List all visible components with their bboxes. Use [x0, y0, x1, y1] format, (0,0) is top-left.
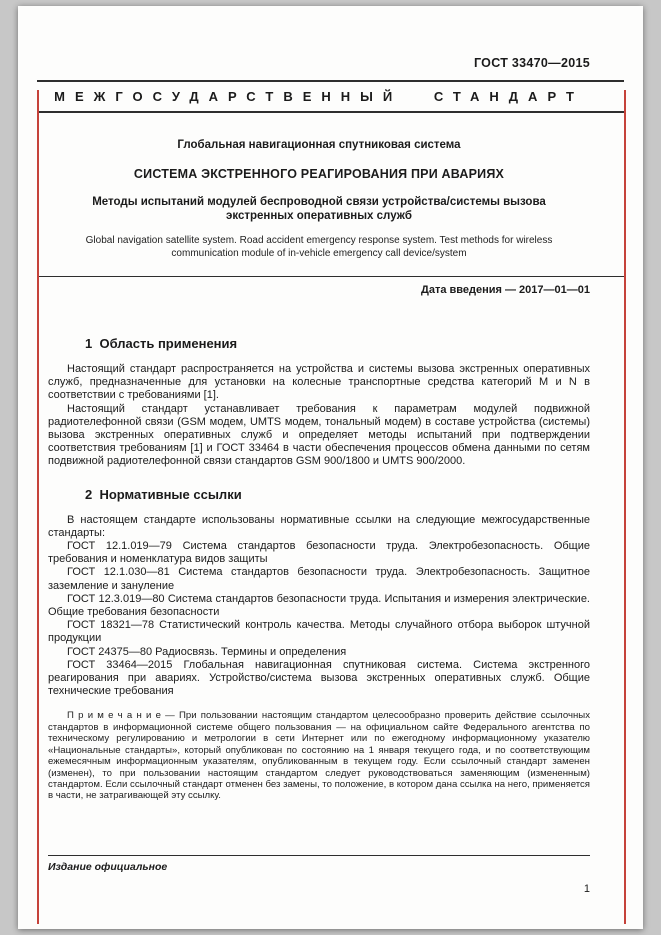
- note-label: П р и м е ч а н и е: [67, 710, 161, 722]
- note-text: — При пользовании настоящим стандартом целесообразно проверить действие ссылочных стандартов в информационной системе общего пользования — на официальном сайте Федерального агентства по техническому регулированию и метрологии в сети Интернет или по ежегодному информационному указателю «Национальные стандарты», который опубликован по состоянию на 1 января текущего года, и по соответствующим ежемесячным информационным указателям, опубликованным в текущем году. Если ссылочный стандарт заменен (изменен), то при пользовании настоящим стандартом следует руководствоваться заменяющим (измененным) стандартом. Если ссылочный стандарт отменен без замены, то положение, в котором дана ссылка на него, применяется в части, не затрагивающей эту ссылку.: [48, 710, 591, 802]
- reference-item: ГОСТ 18321—78 Статистический контроль качества. Методы случайного отбора выборок штучной продукции: [48, 619, 590, 645]
- doc-number: ГОСТ 33470—2015: [473, 56, 590, 70]
- page-number: 1: [583, 883, 590, 895]
- reference-item: ГОСТ 12.3.019—80 Система стандартов безопасности труда. Испытания и измерения электрические. Общие требования безопасности: [48, 592, 590, 619]
- effective-date: Дата введения — 2017—01—01: [421, 284, 590, 296]
- title-english: Global navigation satellite system. Road accident emergency response system. Test methods for wireless communication module of in-vehicle emergency call device/system: [85, 235, 553, 259]
- title-subject: Глобальная навигационная спутниковая система: [177, 139, 461, 151]
- left-margin-line: [37, 90, 39, 924]
- standard-type-banner: МЕЖГОСУДАРСТВЕННЫЙ СТАНДАРТ: [54, 89, 584, 104]
- document-page: [18, 6, 643, 929]
- scope-paragraph: Настоящий стандарт устанавливает требования к параметрам модулей подвижной радиотелефонной связи (GSM модем, UMTS модем, тональный модем) в составе устройства (системы) вызова экстренных оперативных служб и определяет методы испытаний при подтверждении соответствия требованиям [1] и ГОСТ 33464 в части обеспечения процессов обмена данными по сетям подвижной радиотелефонной связи стандартов GSM 900/1800 и UMTS 900/2000.: [48, 402, 590, 468]
- right-margin-line: [624, 90, 626, 924]
- reference-item: ГОСТ 12.1.019—79 Система стандартов безопасности труда. Электробезопасность. Общие требования и номенклатура видов защиты: [48, 540, 590, 566]
- page-footer: [48, 855, 590, 895]
- edition-note: Издание официальное: [48, 861, 168, 873]
- reference-item: ГОСТ 24375—80 Радиосвязь. Термины и определения: [67, 645, 347, 658]
- scope-paragraph: Настоящий стандарт распространяется на устройства и системы вызова экстренных оперативных служб, предназначенные для установки на колесные транспортные средства категорий M и N в соответствии с требованиями [1].: [48, 363, 590, 402]
- references-intro: В настоящем стандарте использованы нормативные ссылки на следующие межгосударственные стандарты:: [48, 513, 590, 539]
- reference-item: ГОСТ 33464—2015 Глобальная навигационная спутниковая система. Система экстренного реагирования при авариях. Устройство/система вызова экстренных оперативных служб. Общие технические требования: [48, 658, 590, 698]
- banner-rule-bottom: [37, 111, 624, 113]
- reference-item: ГОСТ 12.1.030—81 Система стандартов безопасности труда. Электробезопасность. Защитное заземление и зануление: [48, 566, 590, 592]
- references-note: [48, 710, 590, 801]
- section-heading-references: 2 Нормативные ссылки: [85, 486, 242, 502]
- header-rule: [37, 276, 624, 277]
- title-subtitle: Методы испытаний модулей беспроводной связи устройства/системы вызова экстренных оперативных служб: [92, 196, 546, 222]
- section-heading-scope: 1 Область применения: [85, 336, 238, 351]
- footer-rule: [48, 855, 590, 856]
- title-main: СИСТЕМА ЭКСТРЕННОГО РЕАГИРОВАНИЯ ПРИ АВАРИЯХ: [133, 167, 505, 181]
